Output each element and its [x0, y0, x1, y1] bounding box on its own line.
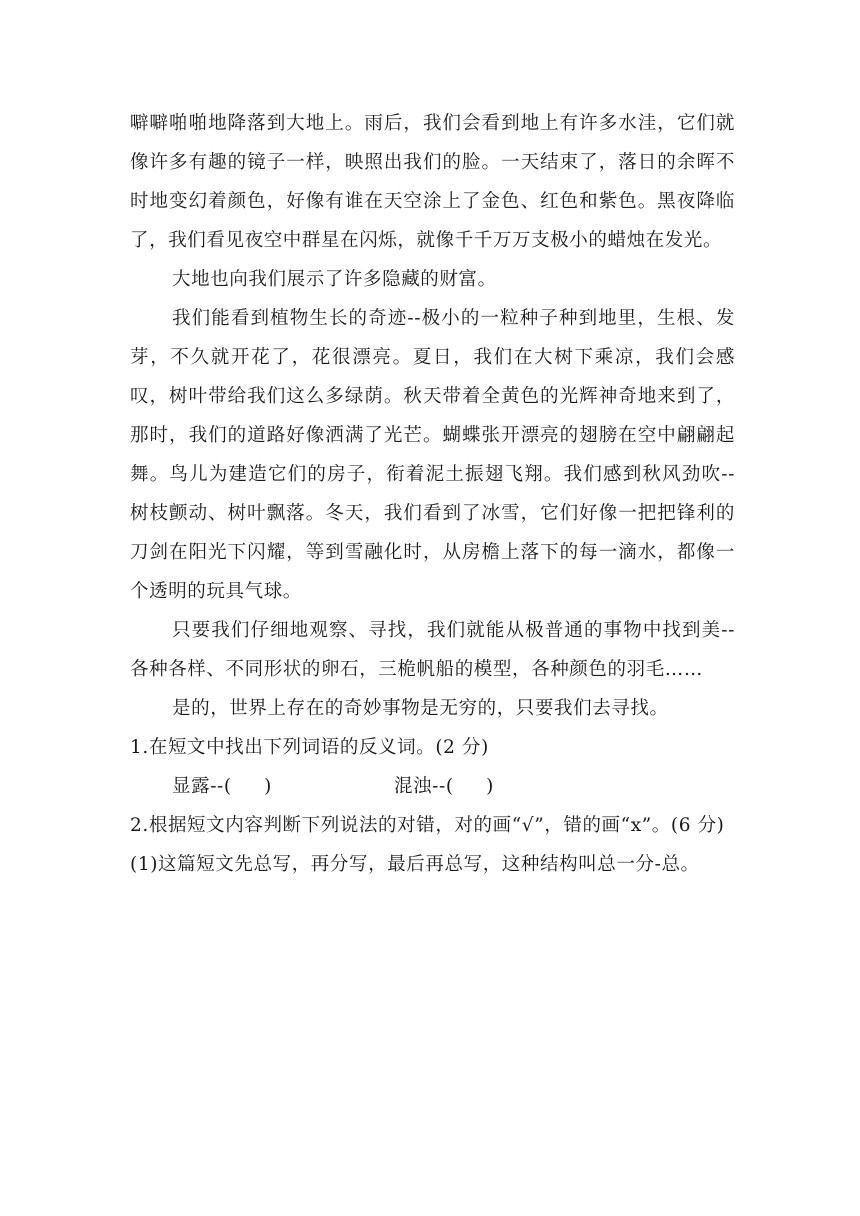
document-page: [130, 104, 735, 884]
passage-paragraph-4: 只要我们仔细地观察、寻找，我们就能从极普通的事物中找到美--各种各样、不同形状的卵石，三桅帆船的模型，各种颜色的羽毛……: [130, 620, 735, 680]
passage-paragraph-1: 噼噼啪啪地降落到大地上。雨后，我们会看到地上有许多水洼，它们就像许多有趣的镜子一样，映照出我们的脸。一天结束了，落日的余晖不时地变幻着颜色，好像有谁在天空涂上了金色、红色和紫色。黑夜降临了，我们看见夜空中群星在闪烁，就像千千万万支极小的蜡烛在发光。: [130, 113, 735, 251]
antonym-item-1: 显露--( ): [172, 776, 272, 797]
antonym-item-2: 混浊--( ): [393, 776, 494, 797]
question-1: 1.在短文中找出下列词语的反义词。(2 分): [130, 737, 489, 758]
passage-paragraph-2: 大地也向我们展示了许多隐藏的财富。: [172, 269, 497, 290]
question-2-statement-1: (1)这篇短文先总写，再分写，最后再总写，这种结构叫总一分-总。: [130, 854, 700, 875]
passage-paragraph-5: 是的，世界上存在的奇妙事物是无穷的，只要我们去寻找。: [172, 698, 669, 719]
question-2: 2.根据短文内容判断下列说法的对错，对的画“√”，错的画“x”。(6 分): [130, 815, 725, 836]
passage-paragraph-3: 我们能看到植物生长的奇迹--极小的一粒种子种到地里，生根、发芽，不久就开花了，花很漂亮。夏日，我们在大树下乘凉，我们会感叹，树叶带给我们这么多绿荫。秋天带着全黄色的光辉神奇地来到了，那时，我们的道路好像洒满了光芒。蝴蝶张开漂亮的翅膀在空中翩翩起舞。鸟儿为建造它们的房子，衔着泥土振翅飞翔。我们感到秋风劲吹--树枝颤动、树叶飘落。冬天，我们看到了冰雪，它们好像一把把锋利的刀剑在阳光下闪耀，等到雪融化时，从房檐上落下的每一滴水，都像一个透明的玩具气球。: [130, 308, 735, 602]
question-1-items: [130, 767, 735, 806]
